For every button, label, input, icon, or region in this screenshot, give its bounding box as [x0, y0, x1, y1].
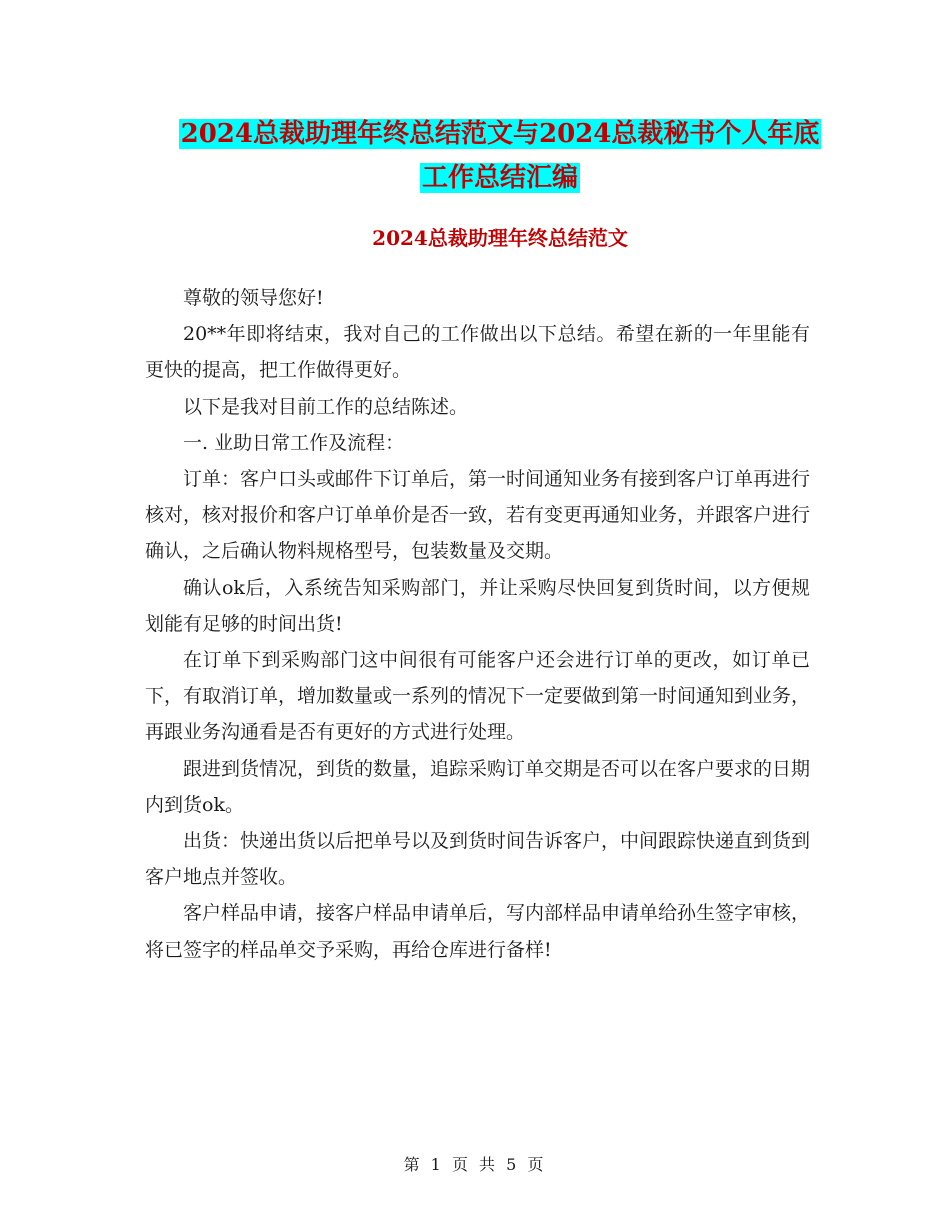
- paragraph: 跟进到货情况，到货的数量，追踪采购订单交期是否可以在客户要求的日期内到货ok。: [145, 757, 811, 816]
- title-line-1: 2024总裁助理年终总结范文与2024总裁秘书个人年底: [180, 119, 820, 149]
- paragraph: 在订单下到采购部门这中间很有可能客户还会进行订单的更改，如订单已下，有取消订单，增加数量或一系列的情况下一定要做到第一时间通知到业务，再跟业务沟通看是否有更好的方式进行处理。: [145, 649, 811, 744]
- paragraph: 订单：客户口头或邮件下订单后，第一时间通知业务有接到客户订单再进行核对，核对报价和客户订单单价是否一致，若有变更再通知业务，并跟客户进行确认，之后确认物料规格型号，包装数量及交期。: [145, 468, 811, 563]
- section-heading: 2024总裁助理年终总结范文: [372, 226, 628, 250]
- paragraph: 尊敬的领导您好!: [183, 287, 324, 309]
- paragraph: 20**年即将结束，我对自己的工作做出以下总结。希望在新的一年里能有更快的提高，把工作做得更好。: [145, 323, 810, 382]
- paragraph: 以下是我对目前工作的总结陈述。: [183, 395, 469, 418]
- paragraph: 一. 业助日常工作及流程：: [183, 431, 405, 454]
- document-title: [140, 112, 860, 200]
- paragraph: 确认ok后，入系统告知采购部门，并让采购尽快回复到货时间，以方便规划能有足够的时间出货!: [145, 576, 810, 635]
- document-body: [145, 280, 810, 968]
- title-line-2: 工作总结汇编: [421, 163, 578, 193]
- paragraph: 客户样品申请，接客户样品申请单后，写内部样品申请单给孙生签字审核，将已签字的样品单交予采购，再给仓库进行备样!: [145, 902, 811, 961]
- page-number-footer: 第 1 页 共 5 页: [403, 1155, 547, 1174]
- paragraph: 出货：快递出货以后把单号以及到货时间告诉客户，中间跟踪快递直到货到客户地点并签收。: [145, 830, 811, 889]
